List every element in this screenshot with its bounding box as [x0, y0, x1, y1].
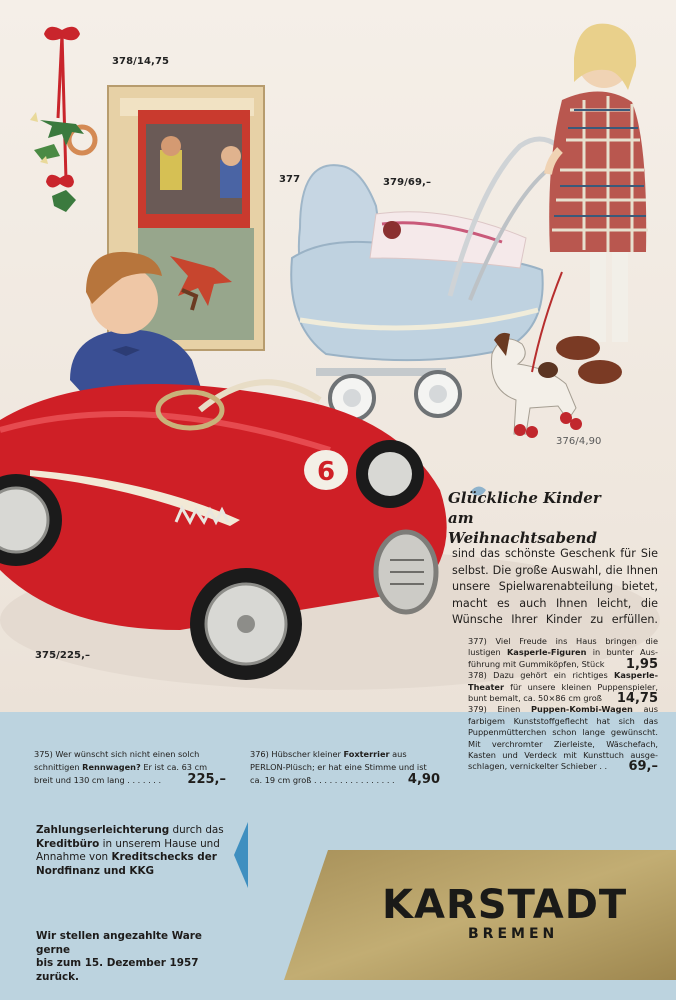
girl-figure — [548, 24, 648, 384]
headline-line: Weihnachtsabend — [448, 529, 597, 547]
car-price: 225,– — [187, 771, 226, 787]
dog-description: 376) Hübscher kleiner Foxterrier aus PERLON-Plüsch; er hat eine Stimme und ist ca. 19 cm groß . . . . . . . . . . . . . . . . 4,90 — [250, 749, 440, 787]
item-378-line: 378) Dazu gehört ein richtiges Kasperle- — [468, 670, 658, 681]
item-378-price-line: bunt bemalt, ca. 50×86 cm groß 14,75 — [468, 691, 658, 707]
item-377-line: lustigen Kasperle-Figuren in bunter Aus- — [468, 647, 658, 658]
item-379-line: Puppenmütterchen schon lange gewünscht. — [468, 727, 658, 738]
item-379-line: Kasten und Verdeck mit Kunsttuch ausge- — [468, 750, 658, 761]
item-377-line: 377) Viel Freude ins Haus bringen die — [468, 636, 658, 646]
item-379-line: 379) Einen Puppen-Kombi-Wagen aus — [468, 704, 659, 715]
pram-price-label: 379/69,– — [383, 177, 432, 188]
item-378-line: Theater für unsere kleinen Puppenspieler, — [468, 681, 658, 692]
car-number: 6 — [316, 457, 336, 487]
car-description: 375) Wer wünscht sich nicht einen solch schnittigen Rennwagen? Er ist ca. 63 cm breit und 130 cm lang . . . . . . . 225,– — [34, 749, 226, 787]
theater-price-label: 378/14,75 — [112, 56, 170, 67]
christmas-ornament-icon — [30, 27, 95, 212]
item-377-price: 1,95 — [625, 656, 658, 672]
car-price-label: 375/225,– — [35, 650, 91, 661]
payment-info: Zahlungserleichterung durch das Kreditbüro in unserem Hause und Annahme von Kreditschecks der Nordfinanz und KKG — [36, 824, 224, 877]
item-377-price-line: führung mit Gummiköpfen, Stück 1,95 — [468, 656, 658, 672]
item-379-price-line: schlagen, vernickelter Schieber . . 69,– — [468, 759, 658, 775]
dog-price: 4,90 — [407, 771, 440, 787]
karstadt-logo: KARSTADT — [382, 882, 628, 928]
lead-paragraph — [452, 546, 658, 629]
item-378-price: 14,75 — [616, 691, 658, 707]
headline — [448, 488, 660, 548]
karstadt-city: BREMEN — [468, 926, 559, 942]
item-379-line: Mit verchromter Zierleiste, Wäschefach, — [468, 738, 658, 749]
theater-number-label: 377 — [279, 174, 301, 185]
item-379-price: 69,– — [628, 759, 658, 775]
lead-line: sind das schönste Geschenk für Sie — [452, 547, 658, 560]
lead-line: selbst. Die große Auswahl, die Ihnen — [452, 563, 658, 577]
triangle-marker-icon — [232, 820, 252, 890]
lead-line: Wünsche Ihrer Kinder zu erfüllen. — [452, 613, 658, 627]
lead-line: macht es auch Ihnen leicht, die — [452, 596, 658, 610]
headline-line: Glückliche Kinder — [448, 489, 601, 507]
headline-line: am — [448, 509, 474, 527]
return-note: Wir stellen angezahlte Ware gerne bis zum 15. Dezember 1957 zurück. — [36, 930, 202, 983]
lead-line: unsere Spielwarenabteilung bietet, — [452, 580, 658, 594]
item-descriptions — [468, 636, 658, 773]
item-379-line: farbigem Kunststoffgeflecht hat sich das — [468, 715, 658, 726]
dog-price-label: 376/4,90 — [556, 436, 602, 447]
